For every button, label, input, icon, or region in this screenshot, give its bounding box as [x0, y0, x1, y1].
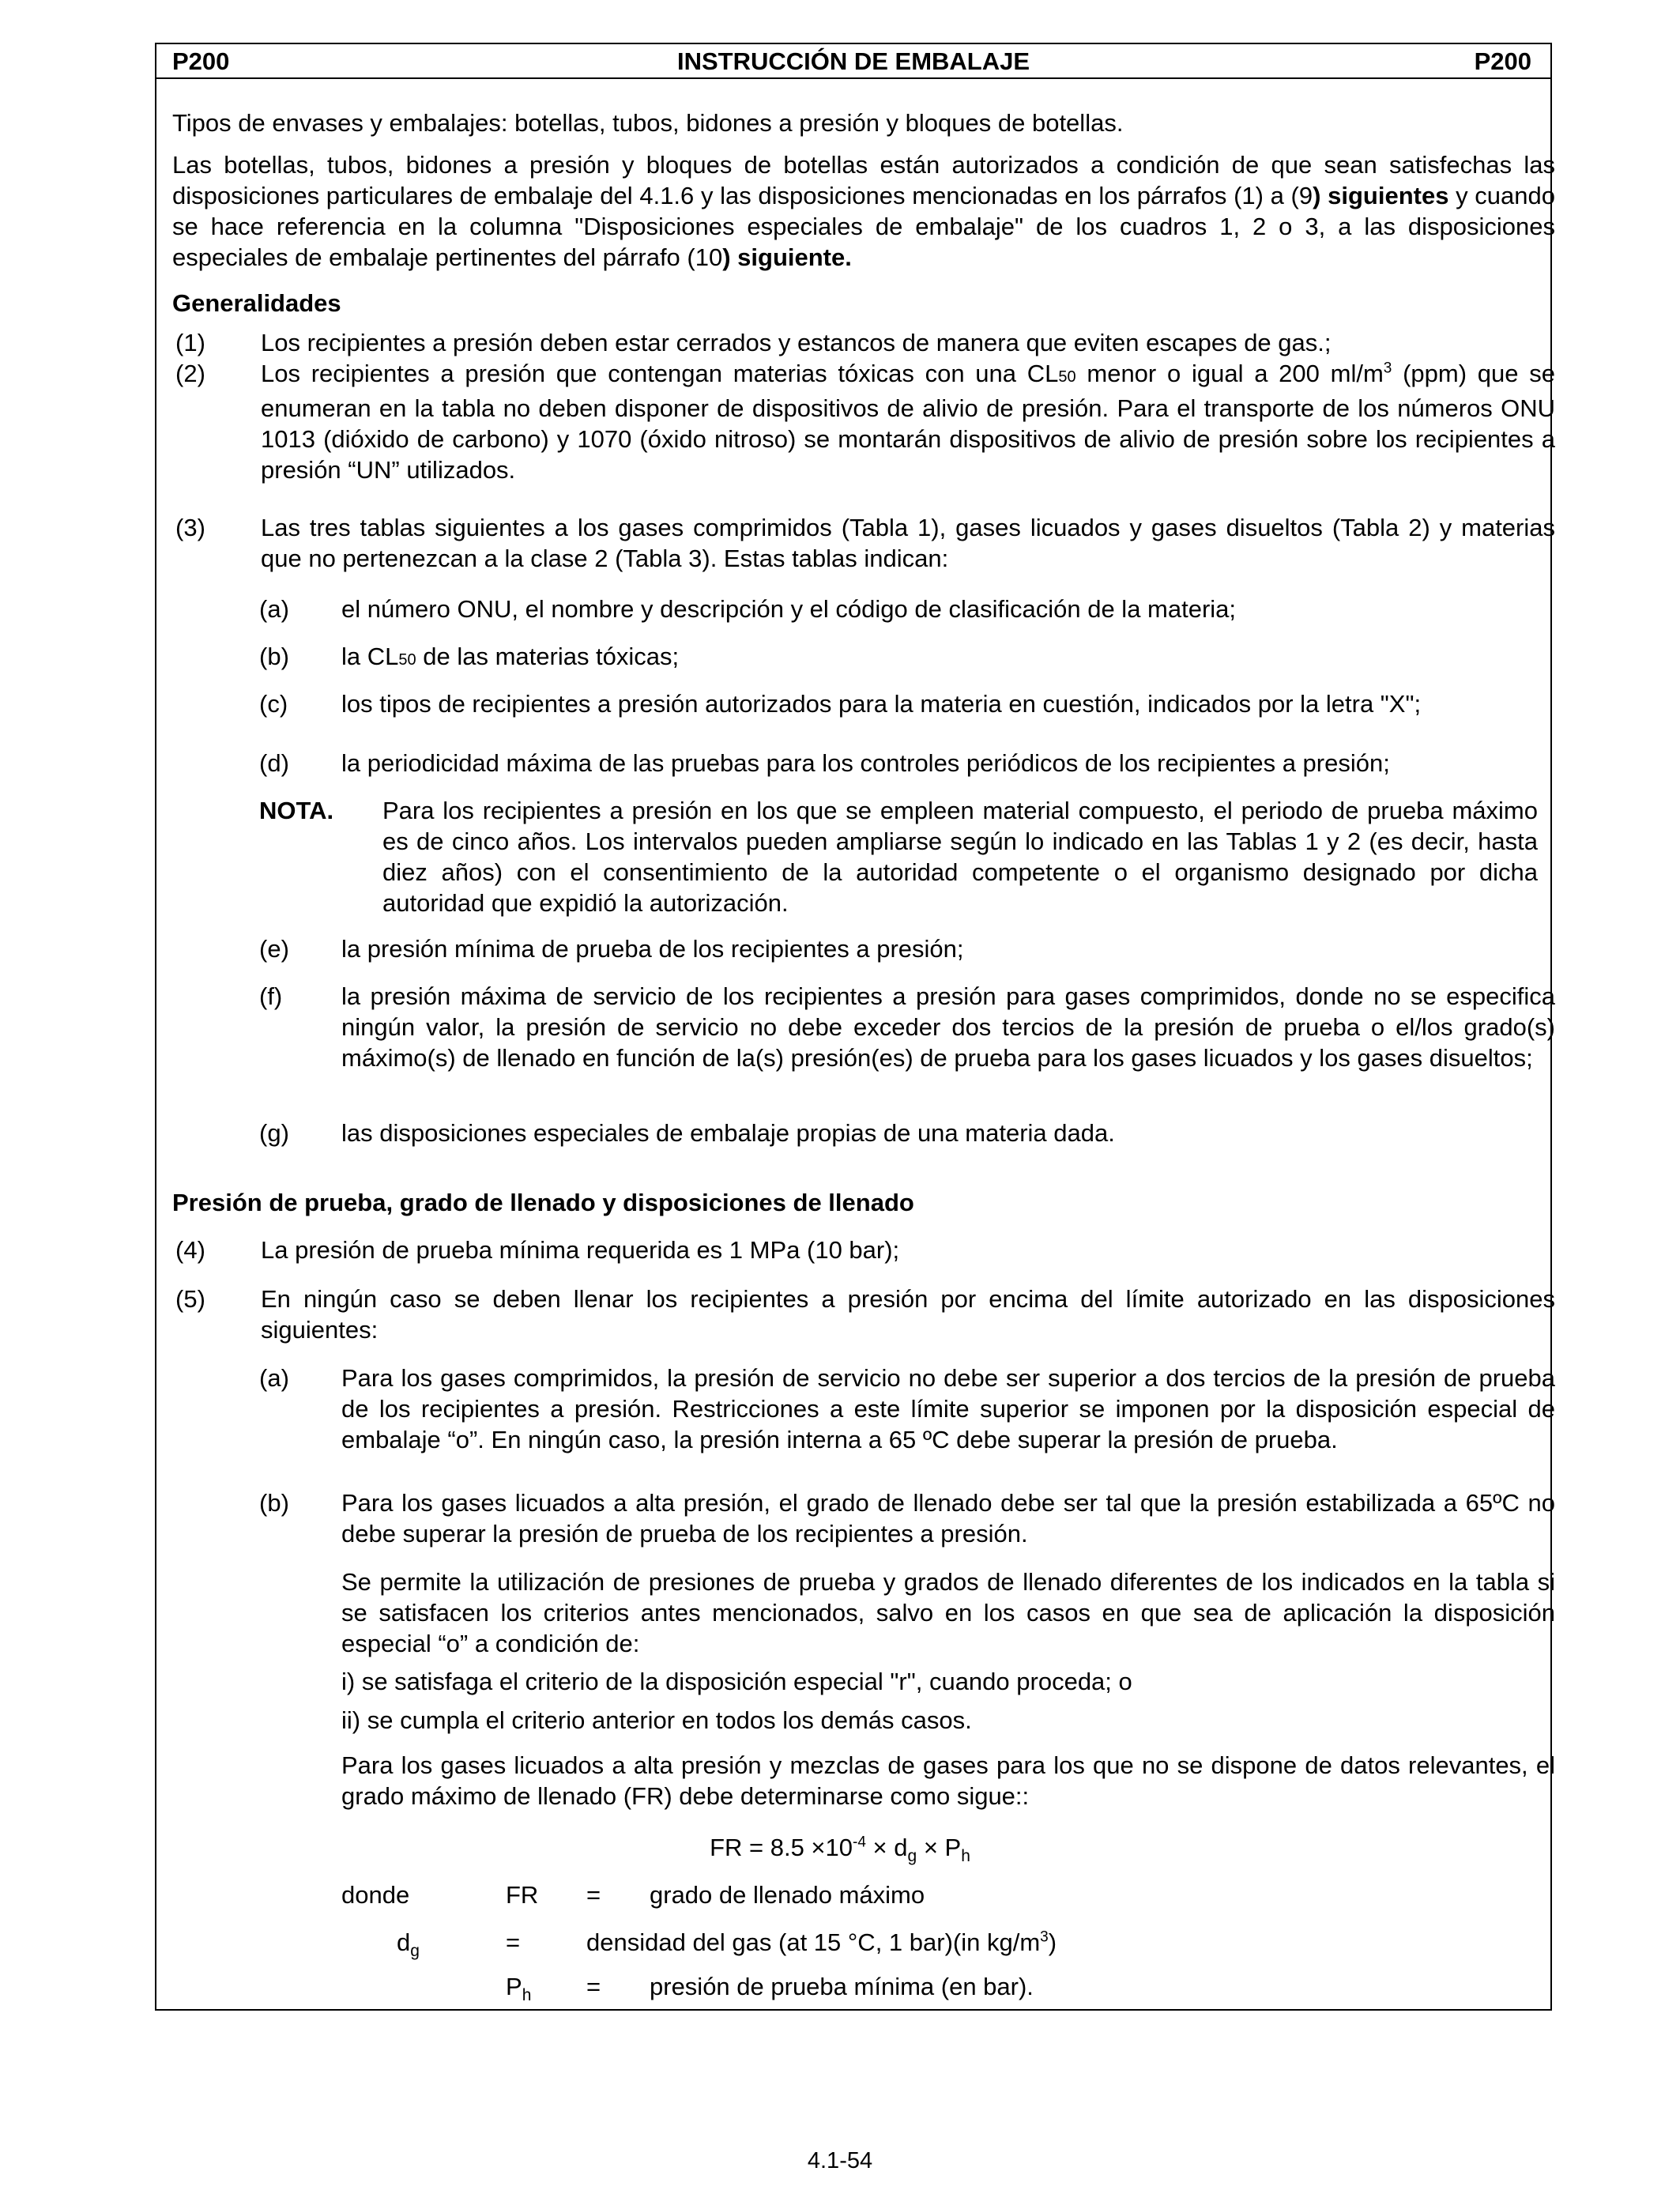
header-title: INSTRUCCIÓN DE EMBALAJE	[676, 47, 1030, 75]
list-text-c: los tipos de recipientes a presión autorizados para la materia en cuestión, indicados por la letra "X";	[341, 690, 1422, 718]
item-number-5: (5)	[175, 1285, 205, 1313]
item-number-3: (3)	[175, 514, 205, 541]
list-text-d: la periodicidad máxima de las pruebas para los controles periódicos de los recipientes a presión;	[341, 749, 1390, 777]
equals-fr: =	[586, 1881, 601, 1909]
where-label: donde	[341, 1881, 410, 1909]
sublist-label-a: (a)	[259, 1364, 289, 1392]
ph-symbol: $P_h$	[506, 1973, 532, 2005]
item-text-3: Las tres tablas siguientes a los gases comprimidos (Tabla 1), gases licuados y gases disueltos (Tabla 2) y materias que no pertenezcan a la clase 2 (Tabla 3). Estas tablas indican:	[261, 514, 1555, 572]
list-text-b: la CL50 de las materias tóxicas;	[341, 643, 680, 670]
section-heading-general: Generalidades	[172, 289, 341, 317]
condition-i: i) se satisfaga el criterio de la disposición especial "r", cuando proceda; o	[341, 1668, 1132, 1695]
sublist-b-paragraph: Se permite la utilización de presiones de prueba y grados de llenado diferentes de los indicados en la tabla si se satisfacen los criterios antes mencionados, salvo en los casos en que sea de aplicación la disposición especial “o” a condición de:	[341, 1568, 1555, 1657]
item-text-2: Los recipientes a presión que contengan materias tóxicas con una CL50 menor o igual a 200 $ml/m^3$ (ppm) que se enumeran en la tabla no deben disponer de dispositivos de alivio de presión. Para el transporte de los números ONU 1013 (dióxido de carbono) y 1070 (óxido nitroso) se montarán dispositivos de alivio de presión sobre los recipientes a presión “UN” utilizados.	[261, 360, 1555, 484]
page-number: 4.1-54	[807, 2148, 873, 2173]
list-label-e: (e)	[259, 935, 289, 963]
item-number-2: (2)	[175, 360, 205, 387]
equals-dg: =	[506, 1928, 521, 1956]
instruction-header	[156, 44, 1550, 79]
section-heading-pressure: Presión de prueba, grado de llenado y disposiciones de llenado	[172, 1189, 914, 1216]
header-code-left: P200	[172, 47, 230, 75]
item-text-4: La presión de prueba mínima requerida es 1 MPa (10 bar);	[261, 1236, 900, 1264]
list-label-f: (f)	[259, 982, 283, 1010]
item-number-1: (1)	[175, 329, 205, 356]
list-label-d: (d)	[259, 749, 289, 777]
list-text-a: el número ONU, el nombre y descripción y el código de clasificación de la materia;	[341, 595, 1237, 623]
list-text-f: la presión máxima de servicio de los recipientes a presión para gases comprimidos, donde no se especifica ningún valor, la presión de servicio no debe exceder dos tercios de la presión de prueba o el/los grado(s) máximo(s) de llenado en función de la(s) presión(es) de prueba para los gases licuados y los gases disueltos;	[341, 982, 1555, 1072]
equals-ph: =	[586, 1973, 601, 2000]
header-code-right: P200	[1474, 47, 1531, 75]
list-label-c: (c)	[259, 690, 288, 718]
condition-ii: ii) se cumpla el criterio anterior en todos los demás casos.	[341, 1706, 972, 1734]
sublist-text-b: Para los gases licuados a alta presión, el grado de llenado debe ser tal que la presión estabilizada a 65ºC no debe superar la presión de prueba de los recipientes a presión.	[341, 1489, 1555, 1547]
item-number-4: (4)	[175, 1236, 205, 1264]
fr-symbol: FR	[506, 1881, 539, 1909]
packaging-types: Tipos de envases y embalajes: botellas, tubos, bidones a presión y bloques de botellas.	[172, 109, 1124, 137]
dg-definition: densidad del gas (at 15 °C, 1 bar)(in $kg/m^3$)	[586, 1928, 1057, 1956]
note-label: NOTA.	[259, 797, 334, 824]
sublist-text-a: Para los gases comprimidos, la presión de servicio no debe ser superior a dos tercios de la presión de prueba de los recipientes a presión. Restricciones a este límite superior se imponen por la disposición especial de embalaje “o”. En ningún caso, la presión interna a 65 ºC debe superar la presión de prueba.	[341, 1364, 1555, 1453]
ph-definition: presión de prueba mínima (en bar).	[650, 1973, 1034, 2000]
list-label-b: (b)	[259, 643, 289, 670]
dg-symbol: $d_g$	[397, 1928, 420, 1961]
note-text: Para los recipientes a presión en los que se empleen material compuesto, el periodo de prueba máximo es de cinco años. Los intervalos pueden ampliarse según lo indicado en las Tablas 1 y 2 (es decir, hasta diez años) con el consentimiento de la autoridad competente o el organismo designado por dicha autoridad que expidió la autorización.	[382, 797, 1538, 917]
list-label-g: (g)	[259, 1119, 289, 1147]
sublist-label-b: (b)	[259, 1489, 289, 1517]
filling-ratio-paragraph: Para los gases licuados a alta presión y mezclas de gases para los que no se dispone de datos relevantes, el grado máximo de llenado (FR) debe determinarse como sigue::	[341, 1751, 1555, 1810]
item-text-1: Los recipientes a presión deben estar cerrados y estancos de manera que eviten escapes de gas.;	[261, 329, 1332, 356]
item-text-5: En ningún caso se deben llenar los recipientes a presión por encima del límite autorizado en las disposiciones siguientes:	[261, 1285, 1555, 1344]
fr-definition: grado de llenado máximo	[650, 1881, 925, 1909]
list-text-g: las disposiciones especiales de embalaje propias de una materia dada.	[341, 1119, 1115, 1147]
intro-paragraph: Las botellas, tubos, bidones a presión y bloques de botellas están autorizados a condición de que sean satisfechas las disposiciones particulares de embalaje del 4.1.6 y las disposiciones mencionadas en los párrafos (1) a (9) siguientes y cuando se hace referencia en la columna "Disposiciones especiales de embalaje" de los cuadros 1, 2 o 3, a las disposiciones especiales de embalaje pertinentes del párrafo (10) siguiente.	[172, 151, 1555, 271]
list-label-a: (a)	[259, 595, 289, 623]
list-text-e: la presión mínima de prueba de los recipientes a presión;	[341, 935, 964, 963]
filling-ratio-formula: FR = $8.5 \times 10^{-4} \times d_g \times P_h$	[710, 1834, 970, 1866]
